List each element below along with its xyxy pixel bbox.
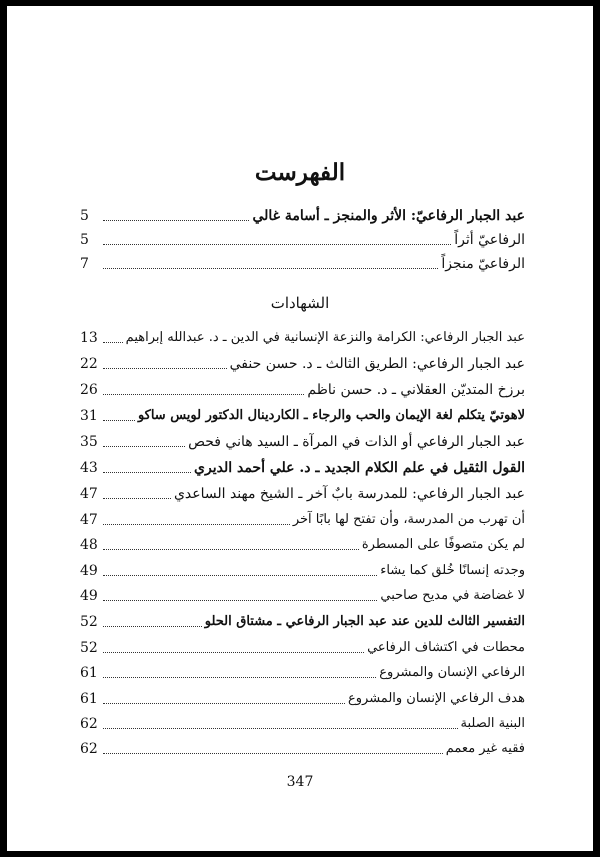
toc-page-number: 52 bbox=[80, 614, 98, 630]
toc-entry-title: القول الثقيل في علم الكلام الجديد ـ د. علي أحمد الديري bbox=[194, 460, 525, 476]
toc-entry bbox=[80, 610, 525, 632]
toc-page-number: 31 bbox=[80, 408, 98, 424]
toc-page-number: 49 bbox=[80, 563, 98, 579]
toc-page-number: 61 bbox=[80, 691, 98, 707]
dot-leader bbox=[103, 420, 135, 421]
toc-page-number: 48 bbox=[80, 537, 98, 553]
toc-entry-title: التفسير الثالث للدين عند عبد الجبار الرفاعي ـ مشتاق الحلو bbox=[204, 614, 525, 629]
dot-leader bbox=[103, 703, 345, 704]
dot-leader bbox=[103, 753, 443, 754]
toc-entry bbox=[80, 712, 525, 734]
toc-entry bbox=[80, 508, 525, 530]
toc-entry-title: لاهوتيّ يتكلم لغة الإيمان والحب والرجاء ـ الكاردينال الدكتور لويس ساكو bbox=[137, 408, 525, 423]
dot-leader bbox=[103, 728, 458, 729]
toc-entry bbox=[80, 456, 525, 478]
toc-entry bbox=[80, 430, 525, 452]
page-title: الفهرست bbox=[254, 159, 346, 186]
toc-entry-title: البنية الصلبة bbox=[460, 716, 525, 731]
dot-leader bbox=[103, 268, 438, 269]
toc-entry bbox=[80, 378, 525, 400]
dot-leader bbox=[103, 446, 185, 447]
toc-page-number: 13 bbox=[80, 330, 98, 346]
toc-page-number: 49 bbox=[80, 588, 98, 604]
toc-entry-title: برزخ المتديّن العقلاني ـ د. حسن ناظم bbox=[307, 382, 525, 398]
toc-page-number: 35 bbox=[80, 434, 98, 450]
toc-entry-title: محطات في اكتشاف الرفاعي bbox=[367, 640, 525, 655]
toc-entry bbox=[80, 584, 525, 606]
dot-leader bbox=[103, 394, 304, 395]
toc-entry-title: لم يكن متصوفًا على المسطرة bbox=[361, 537, 525, 552]
toc-entry bbox=[80, 661, 525, 683]
dot-leader bbox=[103, 626, 202, 627]
toc-page-number: 7 bbox=[80, 256, 89, 272]
toc-entry-title: الرفاعيّ أثراً bbox=[454, 232, 525, 248]
toc-entry-title: لا غضاضة في مديح صاحبي bbox=[380, 588, 525, 603]
toc-page-number: 47 bbox=[80, 512, 98, 528]
toc-entry bbox=[80, 252, 525, 274]
section-heading: الشهادات bbox=[270, 294, 330, 312]
toc-entry-title: الرفاعي الإنسان والمشروع bbox=[379, 665, 525, 680]
toc-entry bbox=[80, 228, 525, 250]
toc-entry bbox=[80, 687, 525, 709]
toc-entry bbox=[80, 482, 525, 504]
toc-entry bbox=[80, 636, 525, 658]
dot-leader bbox=[103, 524, 290, 525]
toc-entry-title: فقيه غير معمم bbox=[445, 741, 525, 756]
dot-leader bbox=[103, 600, 377, 601]
toc-entry bbox=[80, 352, 525, 374]
toc-entry-title: عبد الجبار الرفاعي: الطريق الثالث ـ د. حسن حنفي bbox=[229, 356, 525, 372]
toc-entry bbox=[80, 737, 525, 759]
toc-entry bbox=[80, 404, 525, 426]
toc-page-number: 5 bbox=[80, 232, 89, 248]
toc-entry bbox=[80, 533, 525, 555]
toc-page-number: 62 bbox=[80, 716, 98, 732]
toc-entry bbox=[80, 204, 525, 226]
dot-leader bbox=[103, 342, 123, 343]
toc-page-number: 5 bbox=[80, 208, 89, 224]
dot-leader bbox=[103, 368, 227, 369]
toc-entry-title: هدف الرفاعي الإنسان والمشروع bbox=[348, 691, 525, 706]
toc-page-number: 62 bbox=[80, 741, 98, 757]
toc-entry bbox=[80, 326, 525, 348]
toc-page-number: 52 bbox=[80, 640, 98, 656]
toc-entry-title: أن تهرب من المدرسة، وأن تفتح لها بابًا آخر bbox=[292, 512, 525, 527]
dot-leader bbox=[103, 549, 359, 550]
dot-leader bbox=[103, 652, 364, 653]
toc-entry bbox=[80, 559, 525, 581]
toc-page-number: 61 bbox=[80, 665, 98, 681]
dot-leader bbox=[103, 677, 376, 678]
toc-entry-title: عبد الجبار الرفاعيّ: الأثر والمنجز ـ أسامة غالي bbox=[252, 208, 525, 224]
dot-leader bbox=[103, 244, 451, 245]
dot-leader bbox=[103, 498, 171, 499]
toc-page-number: 26 bbox=[80, 382, 98, 398]
dot-leader bbox=[103, 220, 249, 221]
toc-entry-title: عبد الجبار الرفاعي: للمدرسة بابٌ آخر ـ الشيخ مهند الساعدي bbox=[173, 486, 525, 502]
toc-entry-title: عبد الجبار الرفاعي: الكرامة والنزعة الإنسانية في الدين ـ د. عبدالله إبراهيم bbox=[125, 330, 525, 345]
toc-entry-title: عبد الجبار الرفاعي أو الذات في المرآة ـ السيد هاني فحص bbox=[188, 434, 525, 450]
toc-page-number: 43 bbox=[80, 460, 98, 476]
toc-entry-title: الرفاعيّ منجزاً bbox=[441, 256, 525, 272]
toc-page-number: 47 bbox=[80, 486, 98, 502]
page-folio-number: 347 bbox=[286, 774, 314, 790]
toc-page-number: 22 bbox=[80, 356, 98, 372]
toc-entry-title: وجدته إنسانًا خُلق كما يشاء bbox=[380, 563, 525, 578]
dot-leader bbox=[103, 575, 377, 576]
book-page bbox=[7, 6, 593, 851]
dot-leader bbox=[103, 472, 191, 473]
